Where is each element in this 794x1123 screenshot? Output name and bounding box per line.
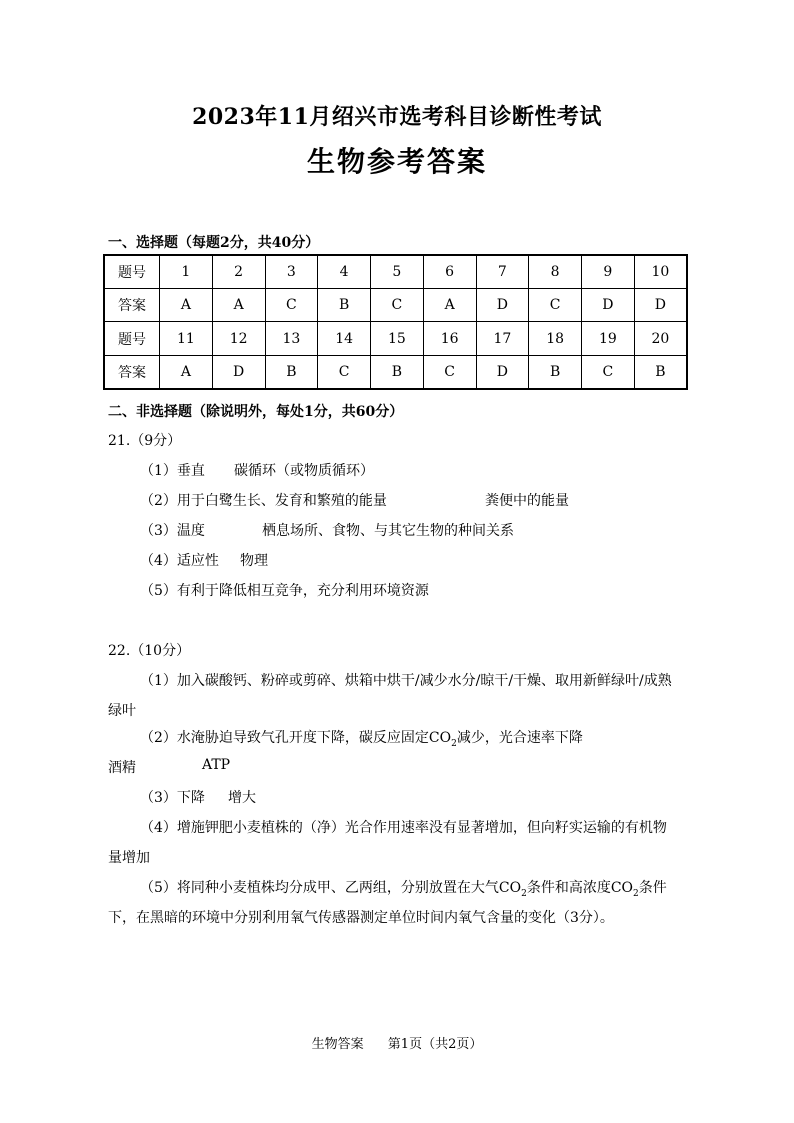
answer-letter-cell: B <box>371 355 424 389</box>
answer-letter-cell: C <box>529 289 582 322</box>
q22-answer-2a <box>140 727 583 749</box>
answer-letter-cell: D <box>634 289 687 322</box>
section2-heading: 二、非选择题（除说明外，每处1分，共60分） <box>108 404 404 420</box>
q21-answer-5: （5）有利于降低相互竞争，充分利用环境资源 <box>140 583 429 599</box>
q21-answer-3b: 栖息场所、食物、与其它生物的种间关系 <box>262 523 514 539</box>
question-number-cell: 17 <box>476 322 529 355</box>
question-number-cell: 8 <box>529 255 582 289</box>
answer-letter-cell: C <box>423 355 476 389</box>
answer-letter-cell: B <box>318 289 371 322</box>
page-footer <box>0 1033 794 1052</box>
question-number-cell: 11 <box>160 322 213 355</box>
co2-formula: $CO_2$ <box>428 730 457 749</box>
answer-letter-cell: D <box>476 355 529 389</box>
question-number-cell: 14 <box>318 322 371 355</box>
answer-letter-cell: B <box>529 355 582 389</box>
co2-formula: $CO_2$ <box>610 880 639 899</box>
row-header: 题号 <box>104 255 160 289</box>
question-number-cell: 7 <box>476 255 529 289</box>
answer-letter-cell: A <box>160 355 213 389</box>
q22-answer-4b: 量增加 <box>108 850 150 866</box>
question-number-row <box>104 322 687 355</box>
q22-answer-3a: （3）下降 <box>140 790 205 806</box>
question-number-cell: 6 <box>423 255 476 289</box>
question-number-cell: 2 <box>212 255 265 289</box>
q22-label: 22.（10分） <box>108 643 191 659</box>
answer-letter-cell: A <box>423 289 476 322</box>
q22-answer-5a: （5）将同种小麦植株均分成甲、乙两组，分别放置在大气$CO_2$条件和高浓度$CO_2$条件 <box>140 880 667 899</box>
answer-letter-cell: C <box>582 355 635 389</box>
answer-row <box>104 355 687 389</box>
question-number-cell: 12 <box>212 322 265 355</box>
question-number-cell: 15 <box>371 322 424 355</box>
question-number-cell: 9 <box>582 255 635 289</box>
answer-letter-cell: D <box>476 289 529 322</box>
section1-heading: 一、选择题（每题2分，共40分） <box>108 235 320 251</box>
question-number-row <box>104 255 687 289</box>
question-number-cell: 10 <box>634 255 687 289</box>
answer-letter-cell: D <box>212 355 265 389</box>
document-subtitle: 生物参考答案 <box>306 145 487 178</box>
q22-answer-1b: 绿叶 <box>108 703 136 719</box>
answer-letter-cell: B <box>265 355 318 389</box>
answer-table <box>103 254 688 390</box>
question-number-cell: 13 <box>265 322 318 355</box>
q21-answer-2b: 粪便中的能量 <box>485 493 569 509</box>
row-header: 答案 <box>104 289 160 322</box>
answer-letter-cell: D <box>582 289 635 322</box>
question-number-cell: 4 <box>318 255 371 289</box>
question-number-cell: 5 <box>371 255 424 289</box>
q21-label: 21.（9分） <box>108 433 182 449</box>
q22-answer-2c: ATP <box>202 757 231 773</box>
answer-letter-cell: C <box>318 355 371 389</box>
question-number-cell: 1 <box>160 255 213 289</box>
q22-answer-2b: 酒精 <box>108 760 136 776</box>
q22-answer-1a: （1）加入碳酸钙、粉碎或剪碎、烘箱中烘干/减少水分/晾干/干燥、取用新鲜绿叶/成熟 <box>140 673 672 689</box>
co2-formula: $CO_2$ <box>498 880 527 899</box>
q21-answer-2a: （2）用于白鹭生长、发育和繁殖的能量 <box>140 493 387 509</box>
footer-page-number: 第1页（共2页） <box>387 1037 483 1052</box>
question-number-cell: 20 <box>634 322 687 355</box>
row-header: 题号 <box>104 322 160 355</box>
answer-letter-cell: B <box>634 355 687 389</box>
q21-answer-4a: （4）适应性 <box>140 553 219 569</box>
question-number-cell: 3 <box>265 255 318 289</box>
row-header: 答案 <box>104 355 160 389</box>
q22-answer-3b: 增大 <box>228 790 256 806</box>
answer-letter-cell: A <box>160 289 213 322</box>
answer-letter-cell: A <box>212 289 265 322</box>
q22-answer-2a-post: 减少，光合速率下降 <box>456 730 583 746</box>
q22-answer-4a: （4）增施钾肥小麦植株的（净）光合作用速率没有显著增加，但向籽实运输的有机物 <box>140 820 667 836</box>
answer-row <box>104 289 687 322</box>
answer-letter-cell: C <box>265 289 318 322</box>
question-number-cell: 16 <box>423 322 476 355</box>
document-title: 2023年11月绍兴市选考科目诊断性考试 <box>192 104 602 130</box>
answer-letter-cell: C <box>371 289 424 322</box>
q21-answer-4b: 物理 <box>240 553 268 569</box>
q21-answer-3a: （3）温度 <box>140 523 205 539</box>
q21-answer-1b: 碳循环（或物质循环） <box>234 463 374 479</box>
footer-subject: 生物答案 <box>311 1037 364 1052</box>
question-number-cell: 19 <box>582 322 635 355</box>
question-number-cell: 18 <box>529 322 582 355</box>
q21-answer-1a: （1）垂直 <box>140 463 205 479</box>
q22-answer-2a-pre: （2）水淹胁迫导致气孔开度下降，碳反应固定 <box>140 730 429 746</box>
q22-answer-5b: 下，在黑暗的环境中分别利用氧气传感器测定单位时间内氧气含量的变化（3分）。 <box>108 910 614 926</box>
